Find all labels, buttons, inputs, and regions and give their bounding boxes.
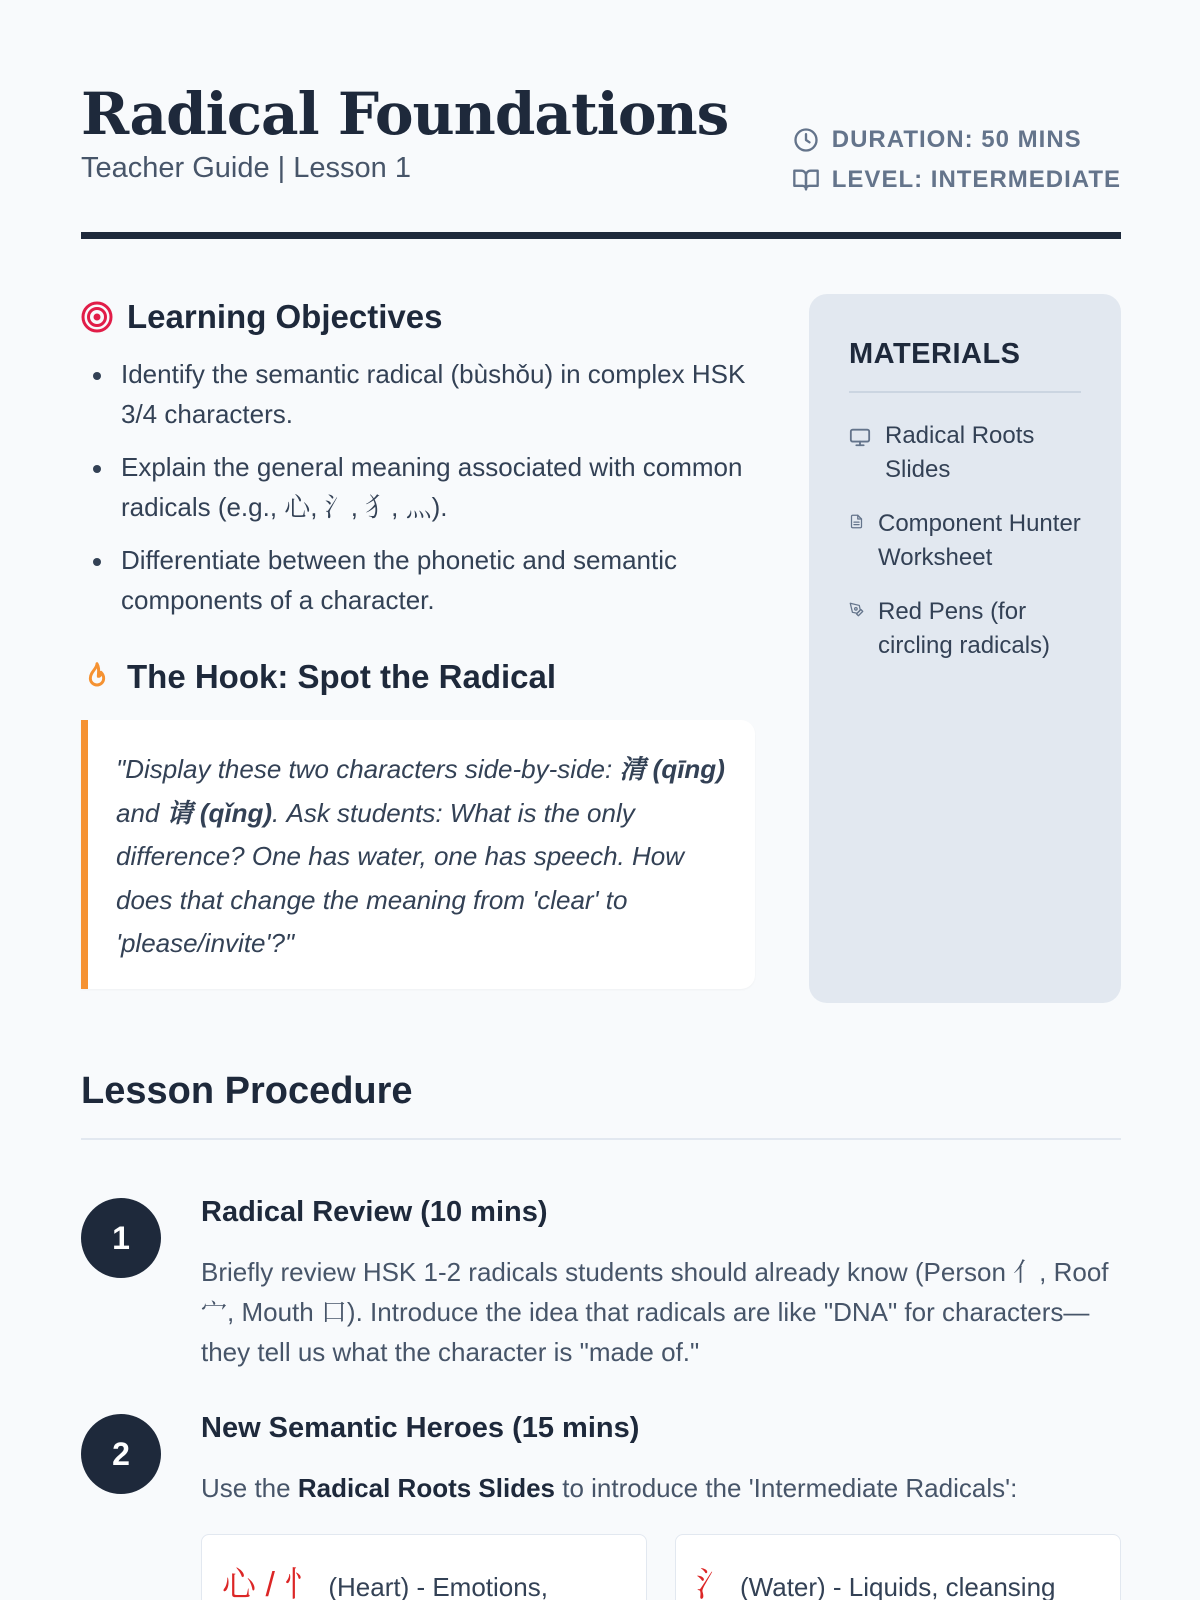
material-label: Component Hunter Worksheet: [878, 510, 1081, 571]
list-item: Differentiate between the phonetic and semantic components of a character.: [81, 540, 755, 620]
lesson-header: [81, 0, 1121, 242]
list-item: [849, 507, 1081, 574]
hook-heading: The Hook: Spot the Radical: [127, 658, 557, 695]
level-meta: [792, 160, 1121, 200]
procedure-step: [81, 1196, 1121, 1372]
procedure-step: [81, 1412, 1121, 1600]
level-label: LEVEL: INTERMEDIATE: [831, 166, 1121, 193]
radical-description: (Water) - Liquids, cleansing: [740, 1572, 1056, 1600]
objectives-heading-row: [81, 294, 755, 340]
pen-icon: [849, 602, 864, 617]
step-text: Use the: [201, 1473, 298, 1503]
main-column: [81, 294, 755, 989]
step-text: to introduce the 'Intermediate Radicals':: [555, 1473, 1018, 1503]
objectives-heading: Learning Objectives: [127, 298, 443, 335]
quote-text: "Display these two characters side-by-side:: [116, 754, 620, 784]
material-label: Radical Roots Slides: [885, 422, 1035, 483]
flame-icon: [81, 661, 113, 693]
list-item: Identify the semantic radical (bùshǒu) in complex HSK 3/4 characters.: [81, 354, 755, 434]
radical-cards: [201, 1534, 1121, 1600]
material-label: Red Pens (for circling radicals): [878, 598, 1051, 659]
objectives-list: [81, 354, 755, 620]
step-description: Briefly review HSK 1-2 radicals students should already know (Person 亻, Roof 宀, Mouth 口). Introduce the idea that radicals are like "DNA" for characters—they tell us what the character is "made of.": [201, 1257, 1109, 1367]
monitor-icon: [849, 426, 871, 448]
lesson-procedure: [81, 1070, 1121, 1600]
duration-meta: [792, 120, 1121, 160]
header-divider: [81, 232, 1121, 239]
lesson-page: [81, 0, 1121, 1600]
materials-panel: [809, 294, 1121, 1003]
clock-icon: [792, 126, 820, 154]
document-icon: [849, 514, 864, 529]
radical-glyph: 氵: [696, 1566, 730, 1600]
step-title: Radical Review (10 mins): [201, 1196, 548, 1228]
duration-label: DURATION: 50 MINS: [831, 126, 1082, 153]
radical-glyph: 心 / 忄: [222, 1566, 319, 1600]
radical-card-water: [675, 1534, 1121, 1600]
quote-text: . Ask students: What is the only difference? One has water, one has speech. How does that change the meaning from 'clear' to 'please/invite'?": [116, 797, 685, 958]
quote-text: and: [116, 797, 167, 828]
list-item: [849, 419, 1081, 486]
step-number-badge: 1: [81, 1198, 161, 1278]
radical-description: (Heart) - Emotions,: [328, 1572, 548, 1600]
procedure-heading: Lesson Procedure: [81, 1070, 413, 1112]
step-description: [201, 1468, 1121, 1508]
quote-character-qing1: 清 (qīng): [619, 754, 725, 784]
target-icon: [81, 301, 113, 333]
radical-card-heart: [201, 1534, 647, 1600]
page-title: Radical Foundations: [81, 80, 729, 148]
hook-heading-row: [81, 654, 755, 700]
step-title: New Semantic Heroes (15 mins): [201, 1412, 640, 1444]
book-open-icon: [792, 166, 820, 194]
list-item: [849, 595, 1081, 662]
procedure-divider: [81, 1138, 1121, 1140]
materials-heading: MATERIALS: [849, 338, 1081, 393]
hook-quote: [81, 720, 755, 989]
lesson-meta: [792, 120, 1121, 200]
quote-character-qing3: 请 (qǐng): [166, 797, 273, 828]
step-text-emphasis: Radical Roots Slides: [297, 1473, 556, 1503]
list-item: Explain the general meaning associated with common radicals (e.g., 心, 氵, 犭, 灬).: [81, 447, 755, 527]
materials-list: [849, 419, 1081, 662]
page-subtitle: Teacher Guide | Lesson 1: [81, 152, 411, 184]
step-number-badge: 2: [81, 1414, 161, 1494]
